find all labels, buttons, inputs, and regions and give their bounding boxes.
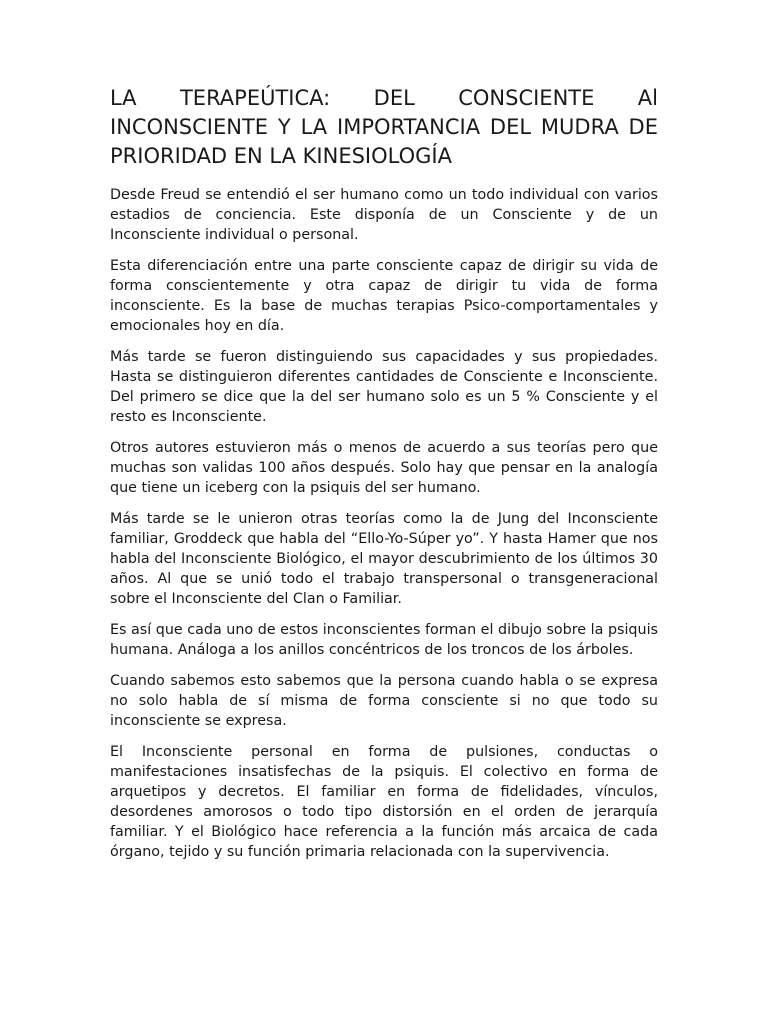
paragraph-tipos-inconsciente: El Inconsciente personal en forma de pulsiones, conductas o manifestaciones insatisfechas de la psiquis. El colectivo en forma de arquetipos y decretos. El familiar en forma de fidelidades, vínculos, desordenes amorosos o todo tipo distorsión en el orden de jerarquía familiar. Y el Biológico hace referencia a la función más arcaica de cada órgano, tejido y su función primaria relacionada con la supervivencia. xyxy=(110,744,658,860)
paragraph-freud: Desde Freud se entendió el ser humano como un todo individual con varios estadios de conciencia. Este disponía de un Consciente y de un Inconsciente individual o personal. xyxy=(110,187,658,243)
document-title: LA TERAPEÚTICA: DEL CONSCIENTE Al INCONSCIENTE Y LA IMPORTANCIA DEL MUDRA DE PRIORIDAD EN LA KINESIOLOGÍA xyxy=(110,86,658,168)
paragraph-persona: Cuando sabemos esto sabemos que la persona cuando habla o se expresa no solo habla de sí misma de forma consciente si no que todo su inconsciente se expresa. xyxy=(110,673,658,729)
paragraph-teorias: Más tarde se le unieron otras teorías como la de Jung del Inconsciente familiar, Groddeck que habla del “Ello-Yo-Súper yo”. Y hasta Hamer que nos habla del Inconsciente Biológico, el mayor descubrimiento de los últimos 30 años. Al que se unió todo el trabajo transpersonal o transgeneracional sobre el Inconsciente del Clan o Familiar. xyxy=(110,511,658,607)
paragraph-diferenciacion: Esta diferenciación entre una parte consciente capaz de dirigir su vida de forma conscientemente y otra capaz de dirigir tu vida de forma inconsciente. Es la base de muchas terapias Psico-comportamentales y emocionales hoy en día. xyxy=(110,258,658,334)
paragraph-inconscientes: Es así que cada uno de estos inconscientes forman el dibujo sobre la psiquis humana. Análoga a los anillos concéntricos de los troncos de los árboles. xyxy=(110,622,658,658)
document-page xyxy=(110,84,658,873)
paragraph-otros-autores: Otros autores estuvieron más o menos de acuerdo a sus teorías pero que muchas son validas 100 años después. Solo hay que pensar en la analogía que tiene un iceberg con la psiquis del ser humano. xyxy=(110,440,658,496)
paragraph-capacidades: Más tarde se fueron distinguiendo sus capacidades y sus propiedades. Hasta se distinguieron diferentes cantidades de Consciente e Inconsciente. Del primero se dice que la del ser humano solo es un 5 % Consciente y el resto es Inconsciente. xyxy=(110,349,658,425)
